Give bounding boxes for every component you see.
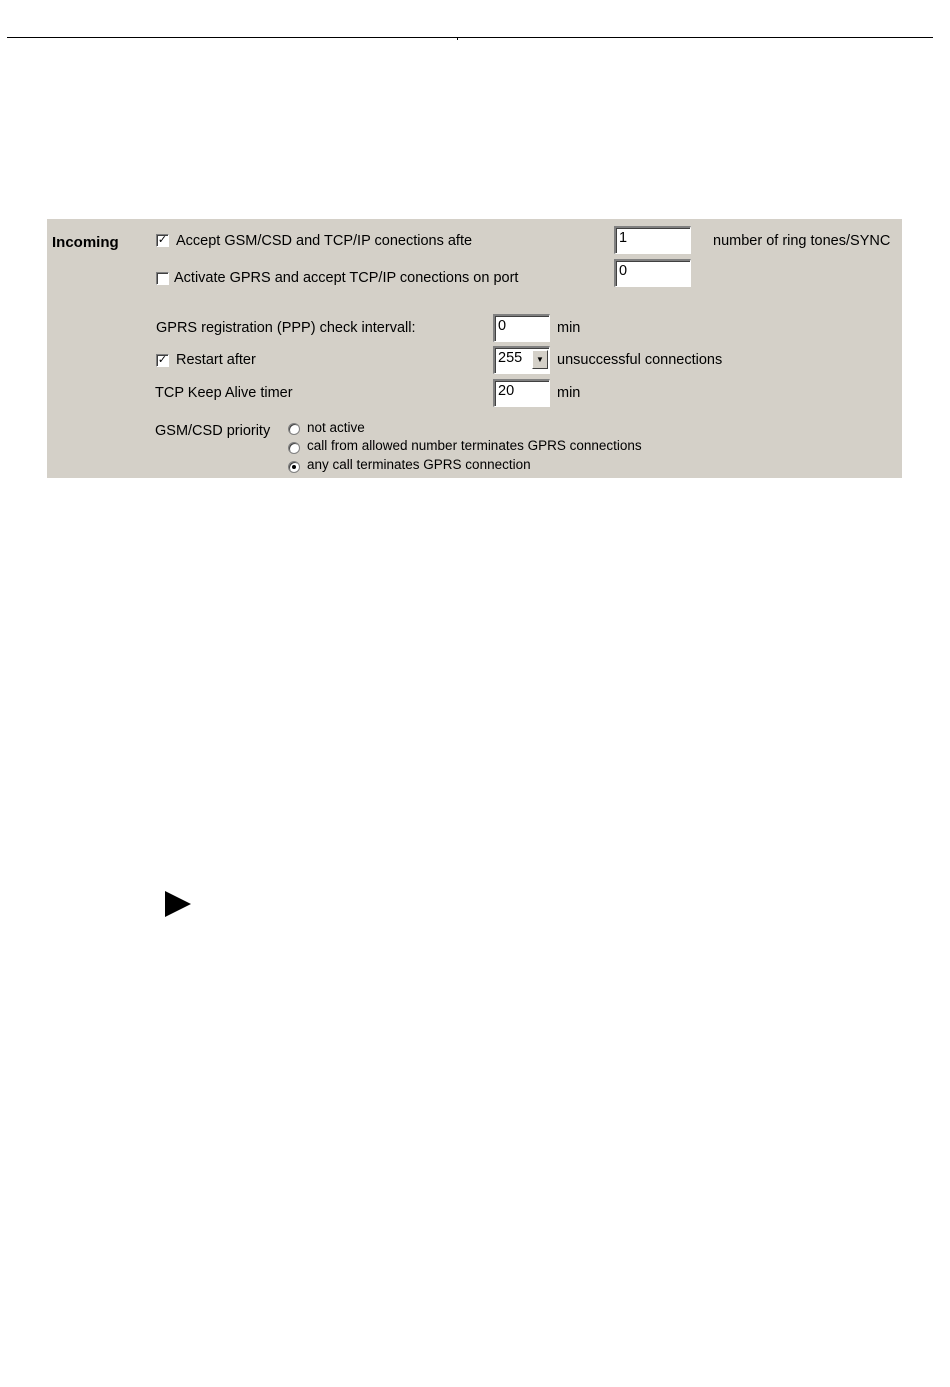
priority-option-label: any call terminates GPRS connection [307,457,531,472]
incoming-settings-panel [47,219,902,478]
section-title: Incoming [52,234,119,251]
restart-after-suffix: unsuccessful connections [557,352,723,368]
activate-gprs-label: Activate GPRS and accept TCP/IP conections on port [174,270,519,286]
gprs-check-label: GPRS registration (PPP) check intervall: [156,320,416,336]
keep-alive-label: TCP Keep Alive timer [155,385,293,401]
restart-after-checkbox[interactable] [156,354,169,367]
play-triangle-icon [165,891,191,917]
priority-radio-any-call[interactable] [288,461,300,473]
dropdown-arrow-icon[interactable]: ▼ [532,350,548,369]
priority-label: GSM/CSD priority [155,423,271,439]
gprs-check-input[interactable]: 0 [493,314,550,342]
priority-option-label: not active [307,420,365,435]
restart-after-label: Restart after [176,352,256,368]
checkmark-icon: ✓ [157,234,168,246]
ring-tones-suffix: number of ring tones/SYNC [713,233,891,249]
keep-alive-input[interactable]: 20 [493,379,550,407]
restart-count-select[interactable] [493,346,550,374]
gprs-check-unit: min [557,320,581,336]
keep-alive-unit: min [557,385,581,401]
top-rule-tick [457,37,458,40]
accept-gsm-label: Accept GSM/CSD and TCP/IP conections afte [176,233,473,249]
gprs-port-input[interactable]: 0 [614,259,691,287]
restart-count-value: 255 [498,350,523,366]
ring-tones-input[interactable]: 1 [614,226,691,254]
top-rule [7,37,933,38]
accept-gsm-checkbox[interactable] [156,234,169,247]
priority-radio-not-active[interactable] [288,423,300,435]
priority-option-label: call from allowed number terminates GPRS connections [307,438,642,453]
radio-selected-dot [292,465,296,469]
priority-radio-allowed-number[interactable] [288,442,300,454]
checkmark-icon: ✓ [157,354,168,366]
activate-gprs-checkbox[interactable] [156,272,169,285]
